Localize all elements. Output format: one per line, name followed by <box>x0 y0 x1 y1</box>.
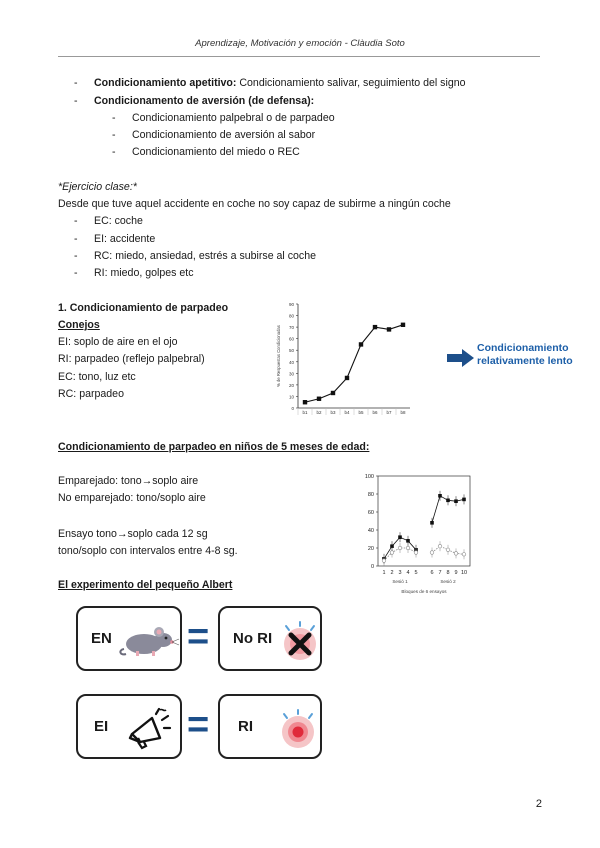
data-point <box>454 499 458 503</box>
x-tick-label: 5 <box>414 570 418 576</box>
exercise-title: *Ejercicio clase:* <box>58 181 137 193</box>
exercise-item: - RI: miedo, golpes etc <box>74 267 194 279</box>
rat-icon <box>118 620 180 660</box>
list-item: - Condicionamento de aversión (de defensa): <box>74 95 315 107</box>
pain-icon <box>278 708 318 750</box>
section1-line: EC: tono, luz etc <box>58 371 136 383</box>
x-tick-label: 1 <box>382 570 386 576</box>
data-point <box>446 548 450 552</box>
data-point <box>303 400 307 404</box>
ri-box <box>218 694 322 759</box>
list-item: - Condicionamiento apetitivo: Condicionamiento salivar, seguimiento del signo <box>74 77 466 89</box>
data-point <box>317 397 321 401</box>
sublist-item: - Condicionamiento palpebral o de parpadeo <box>112 112 335 124</box>
x-tick-label: b7 <box>386 410 392 415</box>
group-label: Sesió 1 <box>392 579 408 584</box>
data-point <box>373 325 377 329</box>
x-tick-label: b2 <box>316 410 322 415</box>
section1-line: EI: soplo de aire en el ojo <box>58 336 178 348</box>
section1-subtitle: Conejos <box>58 319 100 331</box>
y-tick-label: 40 <box>288 359 294 365</box>
data-point <box>438 494 442 498</box>
x-axis-label: Bloques de 6 ensayos <box>401 589 447 594</box>
section2-line: Ensayo tono→soplo cada 12 sg <box>58 528 208 540</box>
y-tick-label: 40 <box>367 528 374 534</box>
x-tick-label: 9 <box>454 570 458 576</box>
data-point <box>406 539 410 543</box>
data-point <box>430 521 434 525</box>
ei-label: EI <box>94 718 109 735</box>
x-tick-label: 7 <box>438 570 442 576</box>
rabbit-conditioning-chart <box>270 296 420 428</box>
data-point <box>382 559 386 563</box>
section1-line: RI: parpadeo (reflejo palpebral) <box>58 353 205 365</box>
section2-line: Emparejado: tono→soplo aire <box>58 475 199 487</box>
section1-line: RC: parpadeo <box>58 388 124 400</box>
list-item-bold: Condicionamento de aversión (de defensa): <box>94 95 315 107</box>
x-tick-label: b8 <box>400 410 406 415</box>
infant-conditioning-chart <box>356 468 476 604</box>
y-tick-label: 50 <box>288 348 294 354</box>
data-point <box>414 551 418 555</box>
y-tick-label: 20 <box>367 546 374 552</box>
y-tick-label: 0 <box>370 564 374 570</box>
x-tick-label: 4 <box>406 570 410 576</box>
page-number: 2 <box>535 798 542 810</box>
data-point <box>398 535 402 539</box>
data-point <box>430 551 434 555</box>
callout-text: Condicionamiento relativamente lento <box>477 342 573 367</box>
equals-sign: = <box>187 616 210 658</box>
data-point <box>390 544 394 548</box>
y-tick-label: 100 <box>364 474 374 480</box>
group-label: Sesió 2 <box>440 579 456 584</box>
x-tick-label: 6 <box>430 570 434 576</box>
data-point <box>398 546 402 550</box>
y-tick-label: 80 <box>288 313 294 319</box>
x-tick-label: b3 <box>330 410 336 415</box>
x-tick-label: 8 <box>446 570 450 576</box>
x-tick-label: b6 <box>372 410 378 415</box>
data-point <box>345 376 349 380</box>
page-header: Aprendizaje, Motivación y emoción - Clàudia Soto <box>195 38 405 49</box>
sublist-item: - Condicionamiento de aversión al sabor <box>112 129 316 141</box>
y-tick-label: 10 <box>288 394 294 400</box>
y-tick-label: 60 <box>367 510 374 516</box>
exercise-item: - RC: miedo, ansiedad, estrés a subirse al coche <box>74 250 316 262</box>
data-point <box>462 498 466 502</box>
list-item-text: Condicionamiento salivar, seguimiento del signo <box>236 77 466 89</box>
x-tick-label: b4 <box>344 410 350 415</box>
data-point <box>359 342 363 346</box>
x-tick-label: b5 <box>358 410 364 415</box>
ri-label: RI <box>238 718 253 735</box>
y-tick-label: 60 <box>288 336 294 342</box>
section2-title: Condicionamiento de parpadeo en niños de 5 meses de edad: <box>58 441 370 453</box>
x-tick-label: 2 <box>390 570 394 576</box>
y-tick-label: 20 <box>288 382 294 388</box>
header-divider <box>58 56 540 57</box>
en-label: EN <box>91 630 112 647</box>
equals-sign: = <box>187 704 210 746</box>
x-tick-label: 10 <box>460 570 468 576</box>
section3-title: El experimento del pequeño Albert <box>58 579 233 591</box>
sublist-item: - Condicionamiento del miedo o REC <box>112 146 300 158</box>
data-point <box>454 552 458 556</box>
section2-line: tono/soplo con intervalos entre 4-8 sg. <box>58 545 238 557</box>
x-tick-label: 3 <box>398 570 402 576</box>
data-point <box>387 327 391 331</box>
y-axis-label: % de Respuestas Condicionadas <box>276 325 281 387</box>
y-tick-label: 90 <box>288 302 294 307</box>
y-tick-label: 70 <box>288 325 294 331</box>
x-tick-label: b1 <box>302 410 308 415</box>
y-tick-label: 0 <box>291 406 294 411</box>
data-point <box>446 499 450 503</box>
ei-box <box>76 694 182 759</box>
data-point <box>401 323 405 327</box>
data-point <box>390 551 394 555</box>
no-ri-box <box>218 606 322 671</box>
en-box <box>76 606 182 671</box>
data-point <box>331 391 335 395</box>
list-item-bold: Condicionamiento apetitivo: <box>94 77 237 89</box>
section1-title: 1. Condicionamiento de parpadeo <box>58 302 229 314</box>
megaphone-icon <box>126 704 172 750</box>
y-tick-label: 30 <box>288 371 294 377</box>
right-arrow-icon <box>447 349 475 367</box>
section2-line: No emparejado: tono/soplo aire <box>58 492 206 504</box>
data-point <box>462 553 466 557</box>
exercise-item: - EI: accidente <box>74 233 156 245</box>
no-pain-icon <box>280 620 320 662</box>
exercise-sentence: Desde que tuve aquel accidente en coche no soy capaz de subirme a ningún coche <box>58 198 451 210</box>
data-point <box>406 546 410 550</box>
exercise-item: - EC: coche <box>74 215 143 227</box>
data-point <box>438 544 442 548</box>
y-tick-label: 80 <box>367 492 374 498</box>
no-ri-label: No RI <box>233 630 273 647</box>
series-line <box>305 325 403 402</box>
